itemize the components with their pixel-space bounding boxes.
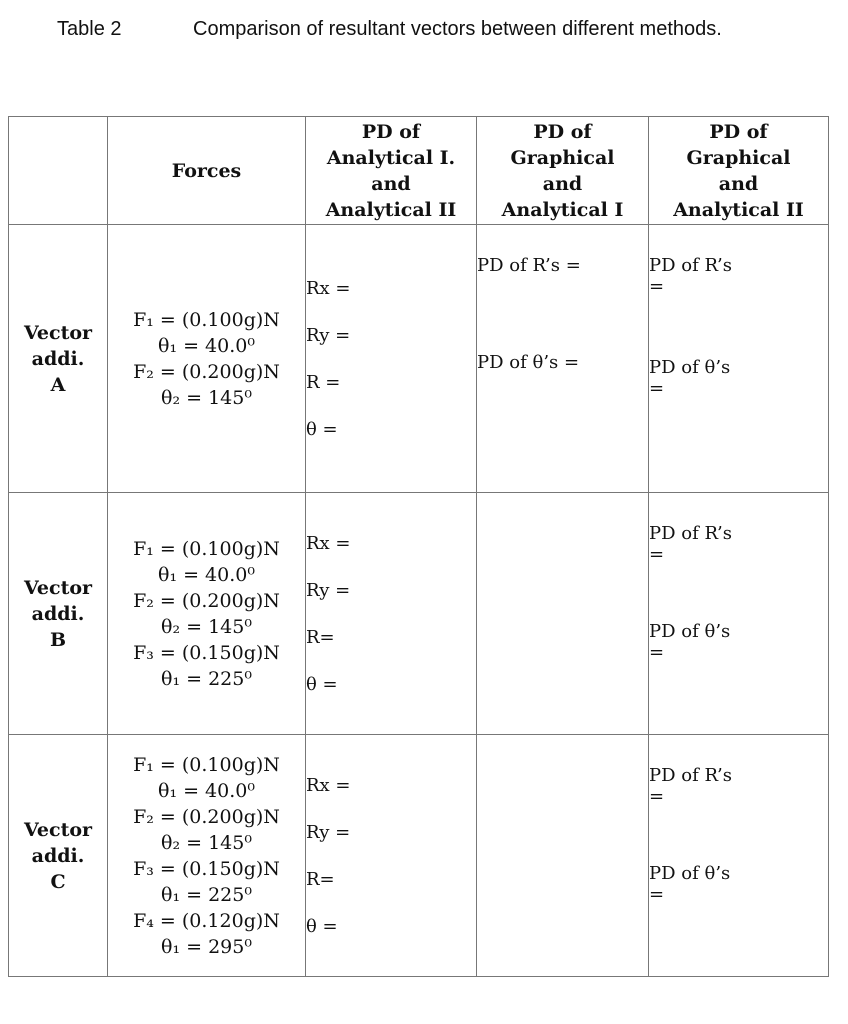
table-row (9, 225, 829, 493)
comparison-table (8, 116, 829, 977)
header-analytical-1-2: PD of Analytical I. and Analytical II (306, 117, 477, 225)
analytical-a: Rx = Ry = R = θ = (306, 225, 477, 493)
forces-c: F₁ = (0.100g)N θ₁ = 40.0⁰ F₂ = (0.200g)N θ₂ = 145⁰ F₃ = (0.150g)N θ₁ = 225⁰ F₄ = (0.120g)N θ₁ = 295⁰ (108, 735, 306, 977)
header-row (9, 117, 829, 225)
graph-analytical-1-a: PD of R’s = PD of θ’s = (477, 225, 649, 493)
table-row (9, 493, 829, 735)
forces-a: F₁ = (0.100g)N θ₁ = 40.0⁰ F₂ = (0.200g)N θ₂ = 145⁰ (108, 225, 306, 493)
graph-analytical-2-b: PD of R’s = PD of θ’s = (649, 493, 829, 735)
graph-analytical-2-c: PD of R’s = PD of θ’s = (649, 735, 829, 977)
header-blank (9, 117, 108, 225)
graph-analytical-2-a: PD of R’s = PD of θ’s = (649, 225, 829, 493)
row-label-c: Vector addi. C (9, 735, 108, 977)
header-graphical-analytical-2: PD of Graphical and Analytical II (649, 117, 829, 225)
analytical-c: Rx = Ry = R= θ = (306, 735, 477, 977)
table-row (9, 735, 829, 977)
graph-analytical-1-b (477, 493, 649, 735)
table-title: Comparison of resultant vectors between different methods. (193, 18, 722, 40)
graph-analytical-1-c (477, 735, 649, 977)
row-label-a: Vector addi. A (9, 225, 108, 493)
table-label: Table 2 (57, 18, 122, 40)
header-graphical-analytical-1: PD of Graphical and Analytical I (477, 117, 649, 225)
row-label-b: Vector addi. B (9, 493, 108, 735)
analytical-b: Rx = Ry = R= θ = (306, 493, 477, 735)
header-forces: Forces (108, 117, 306, 225)
table-caption (0, 18, 848, 48)
forces-b: F₁ = (0.100g)N θ₁ = 40.0⁰ F₂ = (0.200g)N θ₂ = 145⁰ F₃ = (0.150g)N θ₁ = 225⁰ (108, 493, 306, 735)
